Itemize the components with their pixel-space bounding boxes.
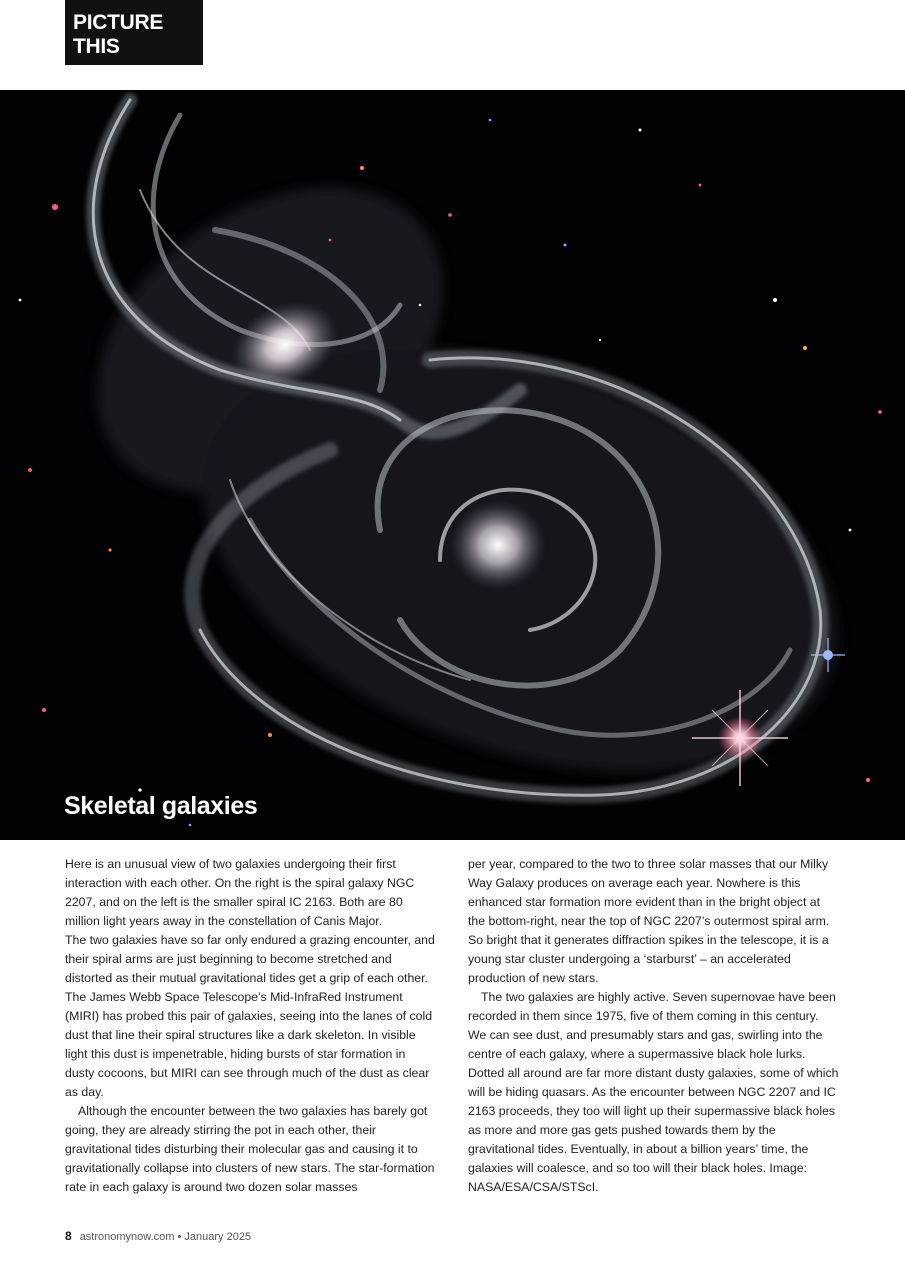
paragraph: The two galaxies have so far only endured a grazing encounter, and their spiral arms are just beginning to become stretched and distorted as their mutual gravitational tides get a grip of each other. The James Webb Space Telescope’s Mid-InfraRed Instrument (MIRI) has probed this pair of galaxies, seeing into the lanes of cold dust that line their spiral structures like a dark skeleton. In visible light this dust is impenetrable, hiding bursts of star formation in dusty cocoons, but MIRI can see through much of the dust as clear as day. [65, 933, 435, 1099]
galaxy-image [0, 90, 905, 840]
section-tag-label: PICTURE THIS [73, 11, 164, 58]
paragraph: Although the encounter between the two galaxies has barely got going, they are already stirring the pot in each other, their gravitational tides disturbing their molecular gas and causing it to gravitationally collapse into clusters of new stars. The star-formation rate in each galaxy is around two dozen solar masses [65, 1104, 435, 1194]
column-left [65, 855, 437, 1197]
headline: Skeletal galaxies [64, 792, 258, 820]
paragraph: The two galaxies are highly active. Seven supernovae have been recorded in them since 1975, five of them coming in this century. We can see dust, and presumably stars and gas, swirling into the centre of each galaxy, where a supermassive black hole lurks. Dotted all around are far more distant dusty galaxies, some of which will be hiding quasars. As the encounter between NGC 2207 and IC 2163 proceeds, they too will light up their supermassive black holes as more and more gas gets pushed towards them by the gravitational tides. Eventually, in about a billion years’ time, the galaxies will coalesce, and so too will their black holes. Image: NASA/ESA/CSA/STScI. [468, 990, 839, 1194]
paragraph: Here is an unusual view of two galaxies undergoing their first interaction with each other. On the right is the spiral galaxy NGC 2207, and on the left is the smaller spiral IC 2163. Both are 80 million light years away in the constellation of Canis Major. [65, 857, 415, 928]
footer-text: astronomynow.com • January 2025 [79, 1231, 252, 1243]
page-number: 8 [65, 1229, 72, 1243]
article-body [65, 855, 840, 1197]
section-tag [65, 0, 203, 65]
column-right [468, 855, 840, 1197]
page-footer [65, 1229, 251, 1243]
paragraph: per year, compared to the two to three solar masses that our Milky Way Galaxy produces on average each year. Nowhere is this enhanced star formation more evident than in the bright object at the bottom-right, near the top of NGC 2207’s outermost spiral arm. So bright that it generates diffraction spikes in the telescope, it is a young star cluster undergoing a ‘starburst’ – an accelerated production of new stars. [468, 857, 830, 985]
galaxy-illustration [0, 90, 905, 840]
